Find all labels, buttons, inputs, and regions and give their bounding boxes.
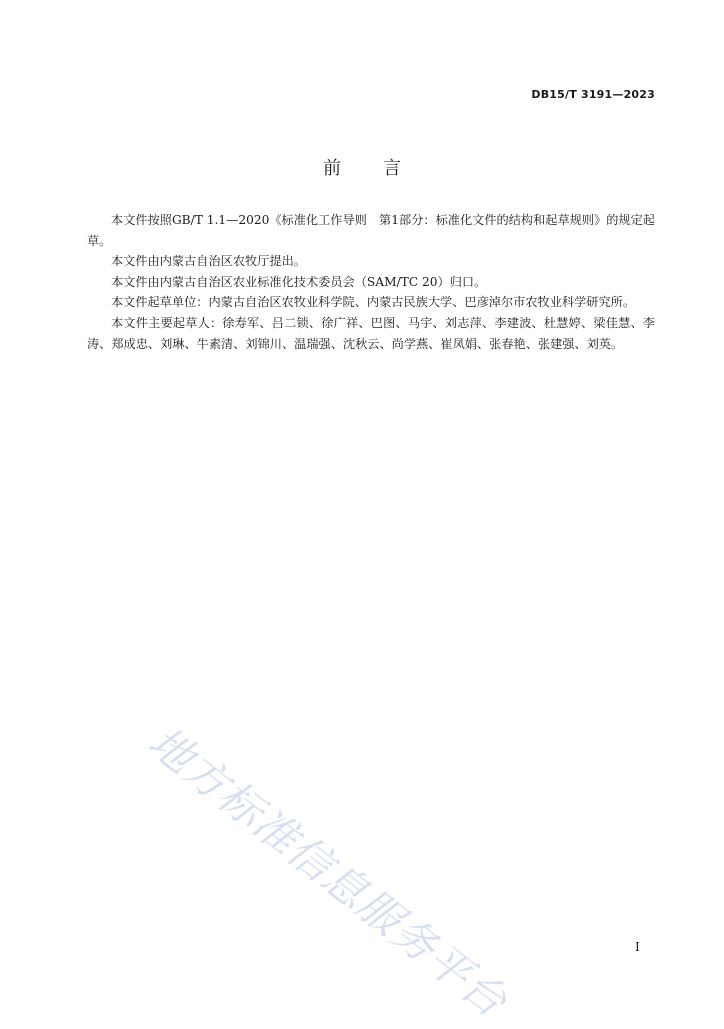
watermark: 地方标准信息服务平台 — [138, 717, 517, 1028]
title-char-1: 前 — [323, 158, 341, 179]
page-title — [0, 154, 724, 180]
document-code: DB15/T 3191—2023 — [531, 88, 655, 101]
paragraph-proposer: 本文件由内蒙古自治区农牧厅提出。 — [111, 254, 306, 269]
foreword-body — [87, 210, 655, 354]
page-number: I — [635, 940, 640, 954]
paragraph-centralized-unit: 本文件由内蒙古自治区农业标准化技术委员会（SAM/TC 20）归口。 — [111, 274, 487, 289]
paragraph-drafting-rules: 本文件按照GB/T 1.1—2020《标准化工作导则 第1部分：标准化文件的结构和起草规则》的规定起草。 — [87, 213, 655, 248]
title-char-2: 言 — [383, 158, 401, 179]
paragraph-drafting-organizations: 本文件起草单位：内蒙古自治区农牧业科学院、内蒙古民族大学、巴彦淖尔市农牧业科学研究所。 — [111, 295, 636, 310]
paragraph-drafters: 本文件主要起草人：徐寿军、吕二锁、徐广祥、巴图、马宇、刘志萍、李建波、杜慧婷、梁佳慧、李涛、郑成忠、刘琳、牛素清、刘锦川、温瑞强、沈秋云、尚学燕、崔凤娟、张春艳、张建强、刘英。 — [87, 315, 655, 351]
